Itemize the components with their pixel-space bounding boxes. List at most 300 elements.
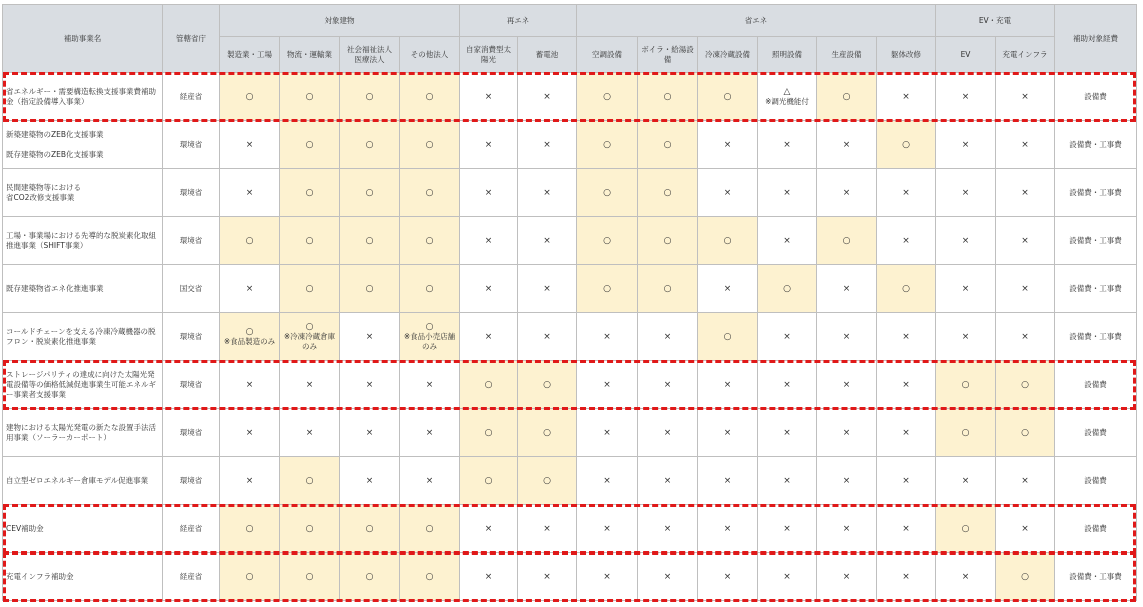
program-name-cell: コールドチェーンを支える冷凍冷蔵機器の脱フロン・脱炭素化推進事業	[3, 313, 163, 361]
eligibility-mark: ×	[365, 475, 374, 486]
ministry-cell: 環境省	[163, 457, 220, 505]
eligibility-mark: ×	[783, 139, 791, 150]
table-row	[3, 217, 1137, 265]
ministry-cell: 環境省	[163, 169, 220, 217]
eligible-cost-cell: 設備費・工事費	[1055, 313, 1137, 361]
ministry-cell: 環境省	[163, 409, 220, 457]
eligibility-mark: ×	[902, 235, 910, 246]
eligibility-cell	[400, 313, 460, 361]
header-column: ボイラ・給湯設 備	[638, 37, 698, 73]
program-name-cell: 建物における太陽光発電の新たな設置手法活用事業（ソーラーカーポート）	[3, 409, 163, 457]
program-name-cell: 自立型ゼロエネルギー倉庫モデル促進事業	[3, 457, 163, 505]
eligibility-mark: ○	[543, 475, 551, 486]
eligible-cost-cell: 設備費	[1055, 361, 1137, 409]
eligibility-cell	[758, 553, 817, 601]
eligibility-mark: ×	[783, 187, 791, 198]
eligibility-mark: ×	[723, 523, 732, 534]
eligibility-mark: ×	[723, 283, 732, 294]
eligible-cost-cell: 設備費・工事費	[1055, 265, 1137, 313]
eligibility-mark: ×	[783, 427, 791, 438]
eligibility-cell	[280, 313, 340, 361]
eligibility-mark: ×	[484, 139, 493, 150]
header-column: 充電インフラ	[996, 37, 1055, 73]
ministry-cell: 環境省	[163, 361, 220, 409]
eligibility-mark: ×	[961, 571, 970, 582]
eligibility-mark: ○	[425, 187, 434, 198]
eligibility-cell	[817, 265, 877, 313]
eligibility-mark: ×	[1021, 523, 1029, 534]
eligibility-cell	[936, 361, 996, 409]
eligibility-mark: ×	[842, 379, 851, 390]
header-column: 生産設備	[817, 37, 877, 73]
eligibility-mark: ×	[723, 475, 732, 486]
ministry-cell: 環境省	[163, 217, 220, 265]
eligibility-cell	[817, 553, 877, 601]
eligibility-cell	[577, 553, 638, 601]
eligibility-mark: ○	[365, 187, 374, 198]
eligibility-cell	[698, 505, 758, 553]
eligibility-cell	[698, 313, 758, 361]
eligibility-mark: ○	[484, 379, 493, 390]
eligibility-mark: ×	[663, 523, 672, 534]
eligibility-cell	[698, 361, 758, 409]
eligibility-cell	[220, 265, 280, 313]
program-name-cell: 民間建築物等における 省CO2改修支援事業	[3, 169, 163, 217]
eligibility-mark: ×	[603, 523, 611, 534]
eligibility-mark: ○	[783, 283, 791, 294]
eligibility-cell	[638, 409, 698, 457]
eligibility-cell	[280, 553, 340, 601]
eligibility-mark: ×	[245, 379, 254, 390]
eligibility-mark: ×	[425, 379, 434, 390]
eligibility-mark: ×	[723, 139, 732, 150]
eligibility-cell	[936, 121, 996, 169]
eligibility-cell	[698, 409, 758, 457]
eligibility-cell	[758, 217, 817, 265]
eligibility-cell	[817, 457, 877, 505]
eligibility-mark: ×	[1021, 187, 1029, 198]
eligibility-cell	[280, 73, 340, 121]
eligibility-mark: ○	[543, 427, 551, 438]
eligibility-cell	[577, 313, 638, 361]
eligibility-cell	[340, 265, 400, 313]
eligibility-mark: ×	[1021, 475, 1029, 486]
eligibility-mark: ○	[961, 379, 970, 390]
eligibility-cell	[638, 361, 698, 409]
eligibility-mark: ×	[1021, 331, 1029, 342]
eligibility-cell	[877, 505, 936, 553]
eligibility-mark: ○	[365, 139, 374, 150]
eligibility-cell	[340, 217, 400, 265]
eligible-cost-cell: 設備費・工事費	[1055, 217, 1137, 265]
eligibility-cell	[936, 73, 996, 121]
eligibility-mark: ○	[245, 91, 254, 102]
eligibility-mark: ×	[603, 379, 611, 390]
eligibility-mark: ○	[245, 523, 254, 534]
eligibility-cell	[280, 409, 340, 457]
eligibility-mark: ○	[603, 283, 611, 294]
ministry-cell: 環境省	[163, 313, 220, 361]
eligibility-cell	[220, 169, 280, 217]
eligibility-cell	[996, 457, 1055, 505]
eligibility-cell	[638, 265, 698, 313]
table-row	[3, 73, 1137, 121]
eligibility-cell	[758, 265, 817, 313]
eligibility-cell	[340, 409, 400, 457]
eligibility-cell	[460, 313, 518, 361]
eligibility-cell	[400, 457, 460, 505]
eligibility-mark: ×	[783, 379, 791, 390]
eligibility-cell	[460, 265, 518, 313]
eligibility-cell	[280, 169, 340, 217]
eligibility-mark: ○	[305, 321, 314, 332]
eligibility-mark: ×	[245, 283, 254, 294]
eligibility-mark: ○	[723, 235, 732, 246]
eligibility-mark: ×	[543, 283, 551, 294]
eligibility-mark: ○	[305, 91, 314, 102]
header-ministry: 管轄省庁	[163, 5, 220, 73]
eligibility-mark: ○	[663, 283, 672, 294]
eligibility-cell	[936, 169, 996, 217]
eligibility-mark: ○	[305, 283, 314, 294]
eligibility-mark: ○	[484, 475, 493, 486]
eligibility-mark: ×	[543, 91, 551, 102]
eligibility-cell	[758, 169, 817, 217]
eligibility-note: ※食品小売店舗のみ	[403, 331, 456, 351]
header-column: 冷凍冷蔵設備	[698, 37, 758, 73]
ministry-cell: 経産省	[163, 73, 220, 121]
eligibility-cell	[936, 265, 996, 313]
eligibility-cell	[460, 169, 518, 217]
eligibility-cell	[280, 217, 340, 265]
eligibility-mark: ×	[842, 475, 851, 486]
eligibility-cell	[460, 73, 518, 121]
eligibility-mark: ×	[902, 427, 910, 438]
table-row	[3, 265, 1137, 313]
eligibility-cell	[936, 409, 996, 457]
eligibility-cell	[220, 217, 280, 265]
eligibility-mark: ×	[902, 475, 910, 486]
ministry-cell: 経産省	[163, 505, 220, 553]
header-column: EV	[936, 37, 996, 73]
eligibility-mark: ×	[961, 187, 970, 198]
table-header	[3, 5, 1137, 73]
eligibility-cell	[877, 553, 936, 601]
eligibility-cell	[460, 505, 518, 553]
eligibility-cell	[518, 457, 577, 505]
eligibility-cell	[996, 409, 1055, 457]
eligibility-mark: ○	[425, 523, 434, 534]
header-group: 対象建物	[220, 5, 460, 37]
eligibility-mark: ○	[425, 571, 434, 582]
eligibility-mark: ○	[663, 139, 672, 150]
eligibility-cell	[877, 121, 936, 169]
eligible-cost-cell: 設備費	[1055, 409, 1137, 457]
eligibility-mark: ×	[365, 427, 374, 438]
eligibility-mark: ×	[902, 187, 910, 198]
header-column: 社会福祉法人 医療法人	[340, 37, 400, 73]
eligibility-mark: ○	[425, 321, 434, 332]
eligibility-cell	[577, 457, 638, 505]
eligibility-cell	[220, 457, 280, 505]
subsidy-matrix-table	[2, 4, 1137, 601]
eligibility-mark: ×	[245, 427, 254, 438]
eligibility-cell	[638, 217, 698, 265]
eligibility-mark: ×	[902, 379, 910, 390]
eligibility-cell	[758, 73, 817, 121]
header-column: 蓄電池	[518, 37, 577, 73]
eligibility-mark: △	[783, 86, 791, 97]
eligibility-cell	[518, 361, 577, 409]
eligibility-mark: ×	[543, 523, 551, 534]
eligibility-mark: ○	[245, 326, 254, 337]
eligibility-mark: ×	[783, 235, 791, 246]
eligibility-cell	[758, 313, 817, 361]
ministry-cell: 環境省	[163, 121, 220, 169]
eligibility-cell	[340, 457, 400, 505]
eligibility-cell	[400, 553, 460, 601]
header-program-name: 補助事業名	[3, 5, 163, 73]
eligibility-cell	[400, 217, 460, 265]
eligibility-mark: ×	[902, 523, 910, 534]
eligibility-mark: ○	[1021, 379, 1029, 390]
ministry-cell: 経産省	[163, 553, 220, 601]
eligibility-cell	[638, 169, 698, 217]
eligibility-mark: ○	[365, 235, 374, 246]
eligibility-mark: ×	[484, 187, 493, 198]
header-group: 再エネ	[460, 5, 577, 37]
table-row	[3, 505, 1137, 553]
eligibility-cell	[996, 121, 1055, 169]
eligibility-mark: ×	[365, 379, 374, 390]
eligibility-cell	[936, 457, 996, 505]
eligibility-mark: ×	[783, 571, 791, 582]
eligibility-cell	[996, 313, 1055, 361]
header-group: EV・充電	[936, 5, 1055, 37]
eligibility-mark: ○	[842, 91, 851, 102]
eligibility-cell	[996, 73, 1055, 121]
eligibility-cell	[340, 121, 400, 169]
table-row	[3, 361, 1137, 409]
eligibility-mark: ×	[723, 571, 732, 582]
eligibility-mark: ○	[603, 91, 611, 102]
eligibility-mark: ×	[842, 139, 851, 150]
eligibility-mark: ×	[663, 379, 672, 390]
eligibility-cell	[340, 553, 400, 601]
eligibility-mark: ○	[603, 235, 611, 246]
eligibility-mark: ×	[961, 475, 970, 486]
eligibility-mark: ○	[245, 571, 254, 582]
eligibility-mark: ○	[305, 139, 314, 150]
ministry-cell: 国交省	[163, 265, 220, 313]
eligibility-cell	[698, 265, 758, 313]
eligibility-cell	[400, 505, 460, 553]
eligibility-cell	[877, 73, 936, 121]
eligibility-mark: ×	[484, 283, 493, 294]
eligibility-cell	[518, 265, 577, 313]
eligibility-cell	[698, 553, 758, 601]
eligibility-mark: ×	[543, 331, 551, 342]
eligible-cost-cell: 設備費・工事費	[1055, 121, 1137, 169]
eligibility-mark: ○	[663, 187, 672, 198]
eligibility-mark: ○	[543, 379, 551, 390]
eligibility-mark: ×	[543, 235, 551, 246]
eligibility-cell	[400, 361, 460, 409]
eligibility-mark: ○	[305, 187, 314, 198]
eligibility-cell	[340, 73, 400, 121]
eligibility-cell	[996, 217, 1055, 265]
eligibility-cell	[936, 505, 996, 553]
eligibility-cell	[577, 121, 638, 169]
eligibility-cell	[817, 217, 877, 265]
header-column: 空調設備	[577, 37, 638, 73]
table-row	[3, 553, 1137, 601]
eligibility-cell	[518, 217, 577, 265]
eligibility-mark: ×	[1021, 91, 1029, 102]
table-row	[3, 121, 1137, 169]
eligibility-cell	[758, 121, 817, 169]
eligibility-cell	[817, 73, 877, 121]
eligibility-mark: ×	[723, 379, 732, 390]
eligible-cost-cell: 設備費	[1055, 457, 1137, 505]
eligibility-cell	[698, 457, 758, 505]
eligibility-cell	[817, 313, 877, 361]
eligibility-mark: ×	[603, 427, 611, 438]
eligibility-mark: ×	[961, 139, 970, 150]
eligibility-cell	[340, 313, 400, 361]
eligible-cost-cell: 設備費・工事費	[1055, 553, 1137, 601]
eligibility-mark: ○	[425, 283, 434, 294]
eligibility-cell	[220, 553, 280, 601]
eligibility-cell	[220, 313, 280, 361]
eligibility-mark: ○	[365, 91, 374, 102]
eligibility-cell	[698, 169, 758, 217]
eligibility-mark: ○	[902, 139, 910, 150]
eligibility-cell	[340, 169, 400, 217]
program-name-cell: 省エネルギー・需要構造転換支援事業費補助金（指定設備導入事業）	[3, 73, 163, 121]
eligibility-mark: ×	[663, 475, 672, 486]
eligibility-cell	[936, 217, 996, 265]
eligibility-mark: ○	[603, 139, 611, 150]
eligibility-cell	[638, 505, 698, 553]
eligibility-mark: ○	[842, 235, 851, 246]
eligibility-cell	[577, 505, 638, 553]
eligibility-mark: ○	[902, 283, 910, 294]
eligibility-cell	[996, 361, 1055, 409]
header-eligible-cost: 補助対象経費	[1055, 5, 1137, 73]
eligibility-mark: ○	[663, 235, 672, 246]
eligibility-cell	[400, 265, 460, 313]
eligibility-cell	[220, 505, 280, 553]
eligibility-mark: ○	[425, 91, 434, 102]
eligibility-cell	[460, 457, 518, 505]
eligibility-cell	[698, 73, 758, 121]
eligibility-cell	[518, 73, 577, 121]
eligibility-mark: ×	[603, 331, 611, 342]
eligibility-cell	[698, 217, 758, 265]
eligibility-mark: ○	[484, 427, 493, 438]
eligibility-cell	[817, 409, 877, 457]
eligibility-mark: ○	[961, 427, 970, 438]
eligibility-mark: ○	[365, 571, 374, 582]
eligibility-cell	[638, 553, 698, 601]
eligibility-mark: ×	[783, 475, 791, 486]
eligibility-cell	[518, 121, 577, 169]
eligibility-cell	[460, 409, 518, 457]
eligibility-cell	[996, 553, 1055, 601]
eligibility-mark: ×	[961, 283, 970, 294]
eligibility-mark: ×	[842, 571, 851, 582]
eligibility-cell	[220, 121, 280, 169]
eligibility-cell	[758, 409, 817, 457]
eligibility-cell	[577, 217, 638, 265]
eligibility-mark: ○	[305, 235, 314, 246]
eligibility-mark: ○	[723, 91, 732, 102]
eligibility-cell	[400, 409, 460, 457]
eligibility-cell	[280, 457, 340, 505]
eligibility-mark: ×	[245, 187, 254, 198]
eligibility-cell	[460, 121, 518, 169]
eligibility-cell	[877, 313, 936, 361]
eligibility-cell	[577, 409, 638, 457]
eligibility-mark: ×	[245, 139, 254, 150]
program-name-cell: 既存建築物省エネ化推進事業	[3, 265, 163, 313]
eligibility-cell	[577, 265, 638, 313]
eligibility-mark: ×	[663, 427, 672, 438]
eligibility-mark: ○	[365, 283, 374, 294]
eligibility-mark: ×	[902, 571, 910, 582]
eligibility-mark: ○	[961, 523, 970, 534]
eligibility-mark: ×	[484, 235, 493, 246]
eligibility-mark: ×	[723, 427, 732, 438]
eligibility-cell	[518, 313, 577, 361]
header-group: 省エネ	[577, 5, 936, 37]
eligibility-mark: ×	[484, 331, 493, 342]
eligibility-mark: ×	[484, 571, 493, 582]
eligibility-mark: ×	[902, 331, 910, 342]
eligible-cost-cell: 設備費・工事費	[1055, 169, 1137, 217]
eligibility-cell	[280, 361, 340, 409]
eligibility-cell	[996, 265, 1055, 313]
eligible-cost-cell: 設備費	[1055, 73, 1137, 121]
eligibility-cell	[220, 73, 280, 121]
eligibility-mark: ×	[484, 523, 493, 534]
eligibility-cell	[280, 265, 340, 313]
eligibility-cell	[877, 457, 936, 505]
eligibility-cell	[577, 361, 638, 409]
eligibility-cell	[400, 73, 460, 121]
eligibility-cell	[340, 361, 400, 409]
eligibility-cell	[936, 313, 996, 361]
eligibility-cell	[518, 409, 577, 457]
eligibility-mark: ×	[543, 571, 551, 582]
eligibility-mark: ○	[663, 91, 672, 102]
eligibility-mark: ○	[305, 571, 314, 582]
eligibility-cell	[400, 121, 460, 169]
eligibility-mark: ×	[961, 331, 970, 342]
eligibility-mark: ×	[484, 91, 493, 102]
eligibility-cell	[460, 553, 518, 601]
eligibility-cell	[877, 169, 936, 217]
eligibility-cell	[638, 73, 698, 121]
eligibility-cell	[817, 505, 877, 553]
header-column: 躯体改修	[877, 37, 936, 73]
eligibility-cell	[400, 169, 460, 217]
eligible-cost-cell: 設備費	[1055, 505, 1137, 553]
eligibility-cell	[758, 505, 817, 553]
eligibility-cell	[340, 505, 400, 553]
eligibility-mark: ×	[842, 523, 851, 534]
